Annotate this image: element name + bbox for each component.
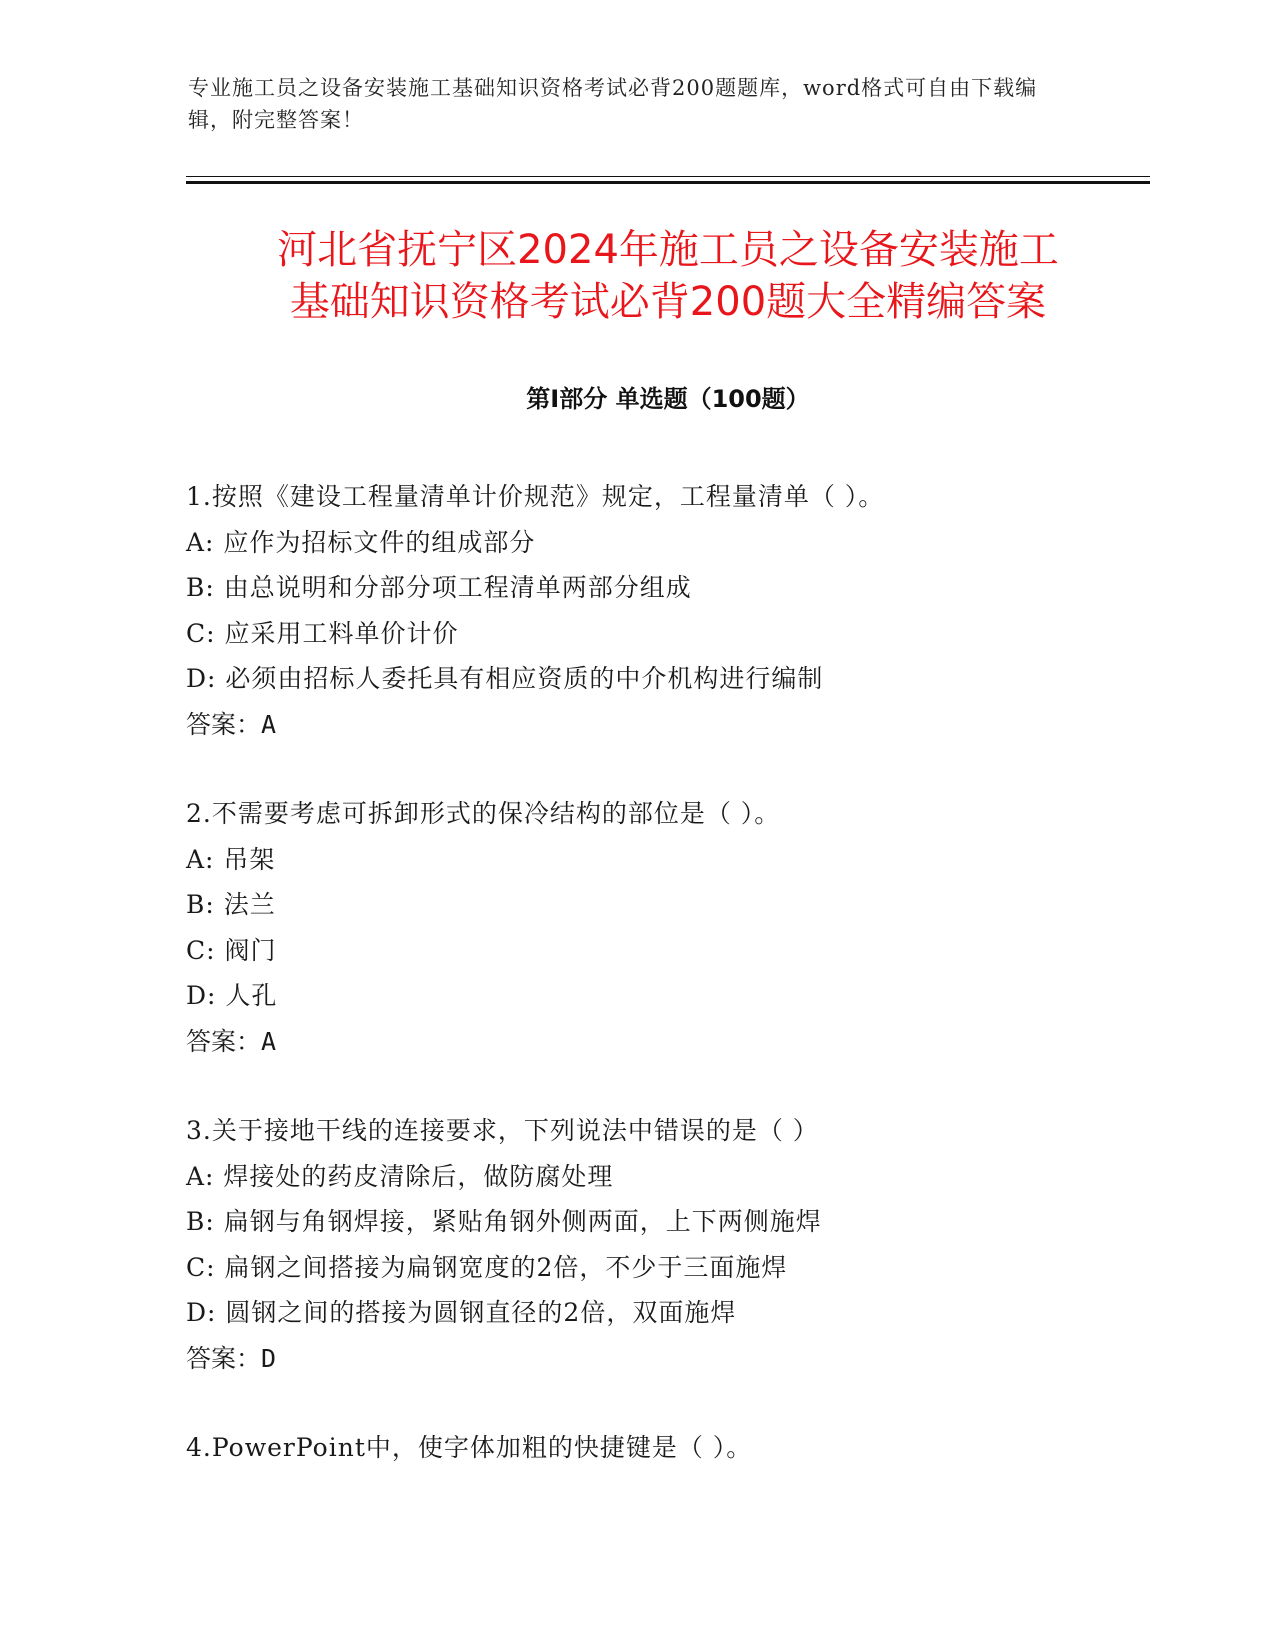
- question-stem: 4.PowerPoint中，使字体加粗的快捷键是（ ）。: [186, 1433, 753, 1462]
- section-title: 第Ⅰ部分 单选题（100题）: [526, 385, 810, 413]
- option-c: C: 应采用工料单价计价: [186, 618, 459, 648]
- answer-line: [186, 702, 1116, 748]
- answer-value: A: [261, 1026, 277, 1056]
- option-c: C: 扁钢之间搭接为扁钢宽度的2倍，不少于三面施焊: [186, 1252, 788, 1282]
- question-2: [186, 791, 1116, 1064]
- header-divider-thin: [186, 176, 1150, 177]
- question-spacer: [186, 1064, 1116, 1108]
- answer-label: 答案：: [186, 1343, 262, 1373]
- option-a: A: 应作为招标文件的组成部分: [186, 527, 536, 557]
- question-spacer: [186, 1381, 1116, 1425]
- title-line-2: 基础知识资格考试必背200题大全精编答案: [289, 279, 1047, 325]
- option-b: B: 由总说明和分部分项工程清单两部分组成: [186, 573, 692, 602]
- answer-value: D: [261, 1343, 277, 1373]
- option-a: A: 焊接处的药皮清除后，做防腐处理: [186, 1161, 614, 1191]
- question-stem: 2.不需要考虑可拆卸形式的保冷结构的部位是（ ）。: [186, 799, 781, 828]
- question-1: [186, 474, 1116, 747]
- question-3: [186, 1108, 1116, 1381]
- option-c: C: 阀门: [186, 935, 277, 965]
- answer-label: 答案：: [186, 709, 262, 739]
- question-list: [186, 474, 1116, 1471]
- question-stem: 1.按照《建设工程量清单计价规范》规定，工程量清单（ ）。: [186, 482, 885, 511]
- answer-line: [186, 1019, 1116, 1065]
- option-b: B: 扁钢与角钢焊接，紧贴角钢外侧两面，上下两侧施焊: [186, 1207, 822, 1236]
- question-spacer: [186, 747, 1116, 791]
- question-4: [186, 1425, 1116, 1471]
- header-note: 专业施工员之设备安装施工基础知识资格考试必背200题题库，word格式可自由下载编辑，附完整答案！: [188, 76, 1038, 132]
- title-line-1: 河北省抚宁区2024年施工员之设备安装施工: [277, 227, 1059, 273]
- answer-line: [186, 1336, 1116, 1382]
- document-title: [186, 224, 1150, 328]
- answer-value: A: [261, 709, 277, 739]
- question-stem: 3.关于接地干线的连接要求，下列说法中错误的是（ ）: [186, 1116, 819, 1145]
- option-d: D: 人孔: [186, 981, 278, 1010]
- option-a: A: 吊架: [186, 844, 276, 874]
- option-b: B: 法兰: [186, 890, 276, 919]
- answer-label: 答案：: [186, 1026, 262, 1056]
- header-divider-thick: [186, 181, 1150, 184]
- option-d: D: 必须由招标人委托具有相应资质的中介机构进行编制: [186, 664, 824, 693]
- option-d: D: 圆钢之间的搭接为圆钢直径的2倍，双面施焊: [186, 1298, 737, 1327]
